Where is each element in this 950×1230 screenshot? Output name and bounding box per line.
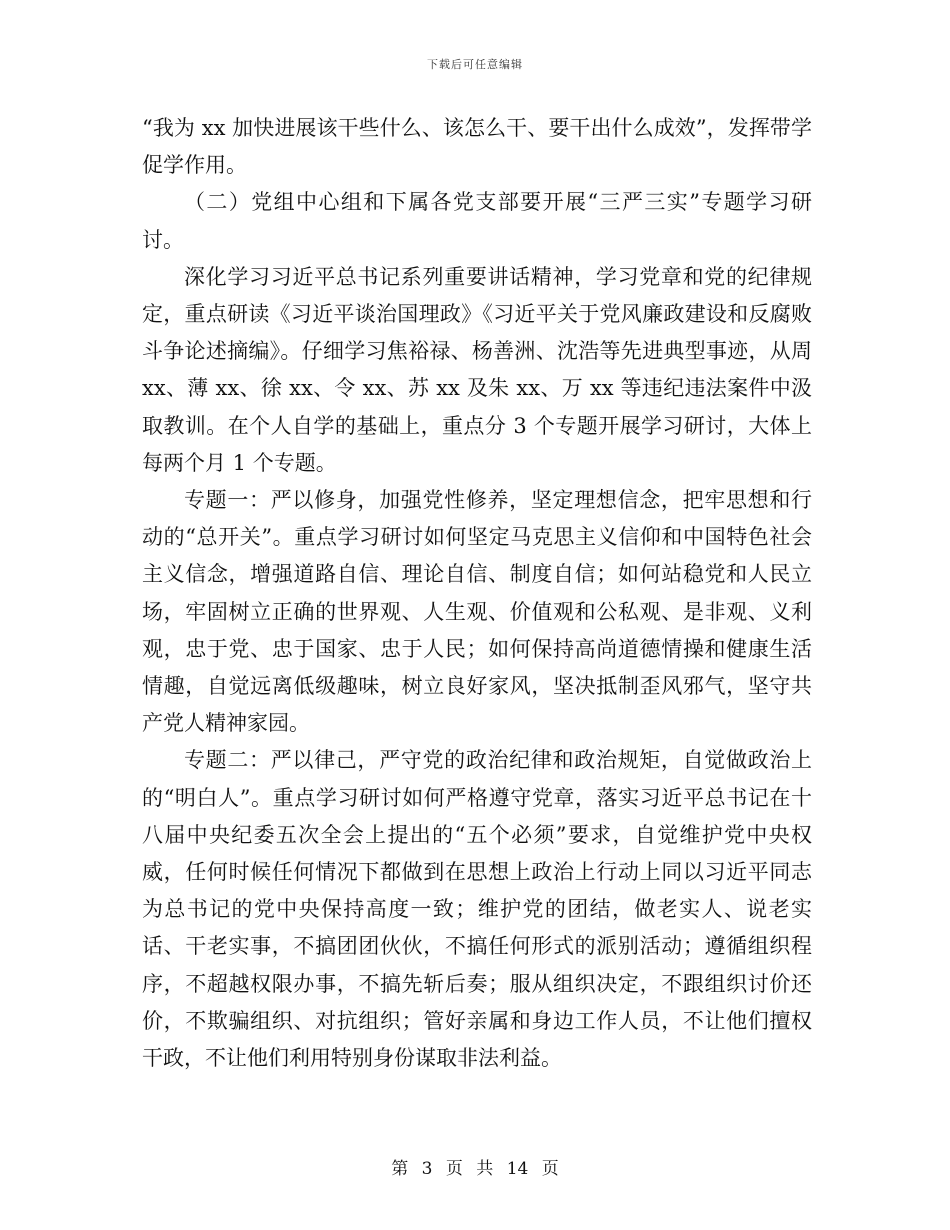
paragraph-topic-two: 专题二：严以律己，严守党的政治纪律和政治规矩，自觉做政治上的“明白人”。重点学习研讨如何严格遵守党章，落实习近平总书记在十八届中央纪委五次全会上提出的“五个必须”要求，自觉维护党中央权威，任何时候任何情况下都做到在思想上政治上行动上同以习近平同志为总书记的党中央保持高度一致；维护党的团结，做老实人、说老实话、干老实事，不搞团团伙伙，不搞任何形式的派别活动；遵循组织程序，不超越权限办事，不搞先斩后奏；服从组织决定，不跟组织讨价还价，不欺骗组织、对抗组织；管好亲属和身边工作人员，不让他们擅权干政，不让他们利用特别身份谋取非法利益。 <box>142 748 812 1071</box>
paragraph-study-content: 深化学习习近平总书记系列重要讲话精神，学习党章和党的纪律规定，重点研读《习近平谈治国理政》《习近平关于党风廉政建设和反腐败斗争论述摘编》。仔细学习焦裕禄、杨善洲、沈浩等先进典型事迹，从周 xx、薄 xx、徐 xx、令 xx、苏 xx 及朱 xx、万 xx 等违纪违法案件中汲取教训。在个人自学的基础上，重点分 3 个专题开展学习研讨，大体上每两个月 1 个专题。 <box>142 264 812 475</box>
page-number-footer: 第 3 页 共 14 页 <box>391 1159 559 1179</box>
paragraph-continuation: “我为 xx 加快进展该干些什么、该怎么干、要干出什么成效”，发挥带学促学作用。 <box>142 116 812 178</box>
section-heading-two: （二）党组中心组和下属各党支部要开展“三严三实”专题学习研讨。 <box>142 190 812 252</box>
paragraph-topic-one: 专题一：严以修身，加强党性修养，坚定理想信念，把牢思想和行动的“总开关”。重点学习研讨如何坚定马克思主义信仰和中国特色社会主义信念，增强道路自信、理论自信、制度自信；如何站稳党和人民立场，牢固树立正确的世界观、人生观、价值观和公私观、是非观、义利观，忠于党、忠于国家、忠于人民；如何保持高尚道德情操和健康生活情趣，自觉远离低级趣味，树立良好家风，坚决抵制歪风邪气，坚守共产党人精神家园。 <box>142 488 812 736</box>
document-body <box>142 110 812 1077</box>
page-header-note: 下载后可任意编辑 <box>427 58 523 71</box>
